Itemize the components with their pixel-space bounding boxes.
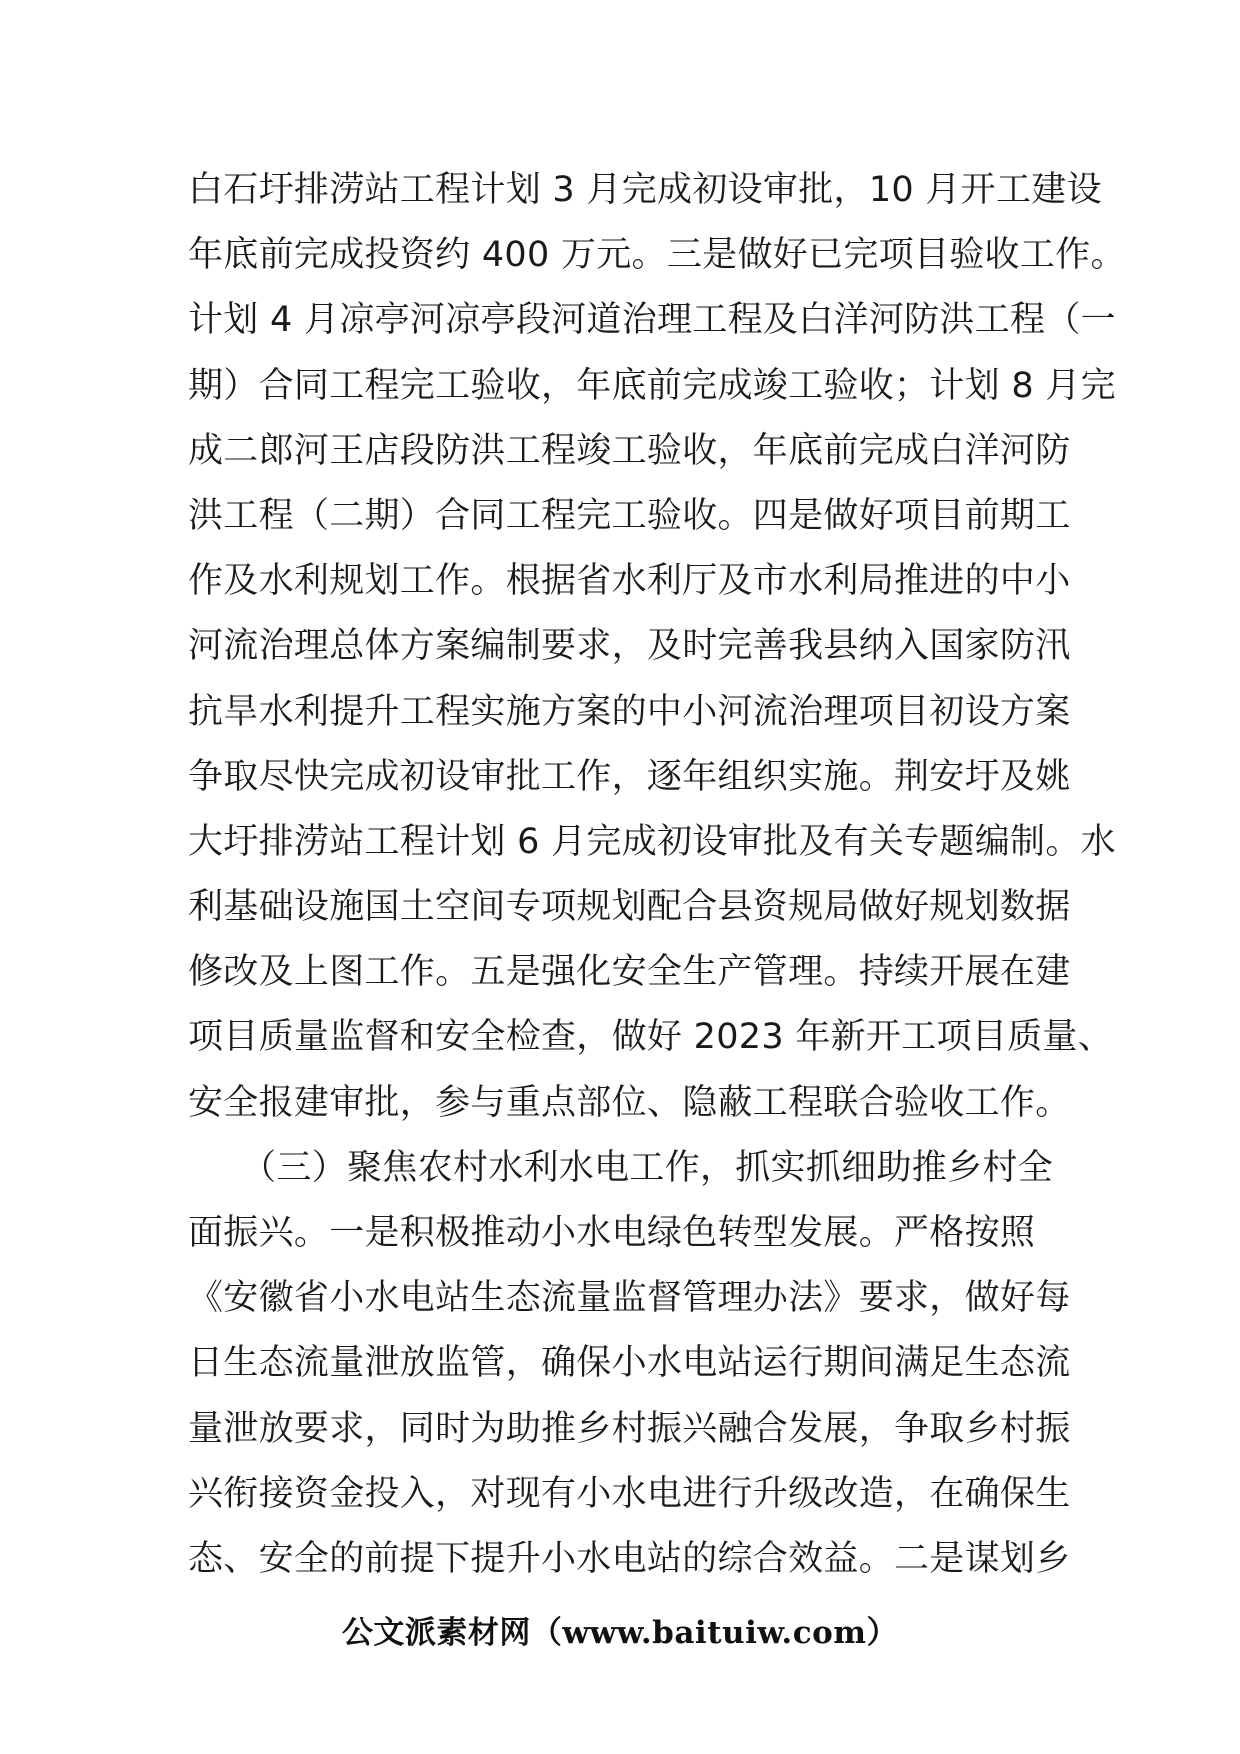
text-line: 修改及上图工作。五是强化安全生产管理。持续开展在建: [188, 952, 1071, 993]
text-line: 成二郎河王店段防洪工程竣工验收，年底前完成白洋河防: [188, 430, 1071, 471]
text-line: 作及水利规划工作。根据省水利厅及市水利局推进的中小: [188, 561, 1071, 602]
footer-watermark: 公文派素材网（www.baituiw.com）: [341, 1615, 899, 1651]
text-line: 项目质量监督和安全检查，做好 2023 年新开工项目质量、: [188, 1017, 1114, 1058]
text-line: 洪工程（二期）合同工程完工验收。四是做好项目前期工: [188, 495, 1071, 536]
text-line: 抗旱水利提升工程实施方案的中小河流治理项目初设方案: [188, 691, 1071, 732]
text-line: 日生态流量泄放监管，确保小水电站运行期间满足生态流: [188, 1343, 1071, 1384]
section-heading-line: （三）聚焦农村水利水电工作，抓实抓细助推乡村全: [188, 1147, 1054, 1188]
text-line: 计划 4 月凉亭河凉亭段河道治理工程及白洋河防洪工程（一: [188, 300, 1116, 341]
text-line: 大圩排涝站工程计划 6 月完成初设审批及有关专题编制。水: [188, 821, 1116, 862]
text-line: 面振兴。一是积极推动小水电绿色转型发展。严格按照: [188, 1213, 1036, 1253]
text-line: 争取尽快完成初设审批工作，逐年组织实施。荆安圩及姚: [188, 756, 1071, 797]
text-line: 安全报建审批，参与重点部位、隐蔽工程联合验收工作。: [188, 1082, 1071, 1123]
text-line: 白石圩排涝站工程计划 3 月完成初设审批，10 月开工建设: [188, 170, 1102, 210]
text-line: 《安徽省小水电站生态流量监督管理办法》要求，做好每: [188, 1278, 1071, 1319]
text-line: 利基础设施国土空间专项规划配合县资规局做好规划数据: [188, 887, 1071, 928]
text-line: 兴衔接资金投入，对现有小水电进行升级改造，在确保生: [188, 1473, 1071, 1514]
text-line: 量泄放要求，同时为助推乡村振兴融合发展，争取乡村振: [188, 1408, 1071, 1449]
text-line: 态、安全的前提下提升小水电站的综合效益。二是谋划乡: [188, 1538, 1071, 1579]
body-text: [188, 158, 1126, 1592]
text-line: 期）合同工程完工验收，年底前完成竣工验收；计划 8 月完: [188, 365, 1116, 406]
text-line: 年底前完成投资约 400 万元。三是做好已完项目验收工作。: [188, 235, 1126, 276]
text-line: 河流治理总体方案编制要求，及时完善我县纳入国家防汛: [188, 626, 1071, 667]
